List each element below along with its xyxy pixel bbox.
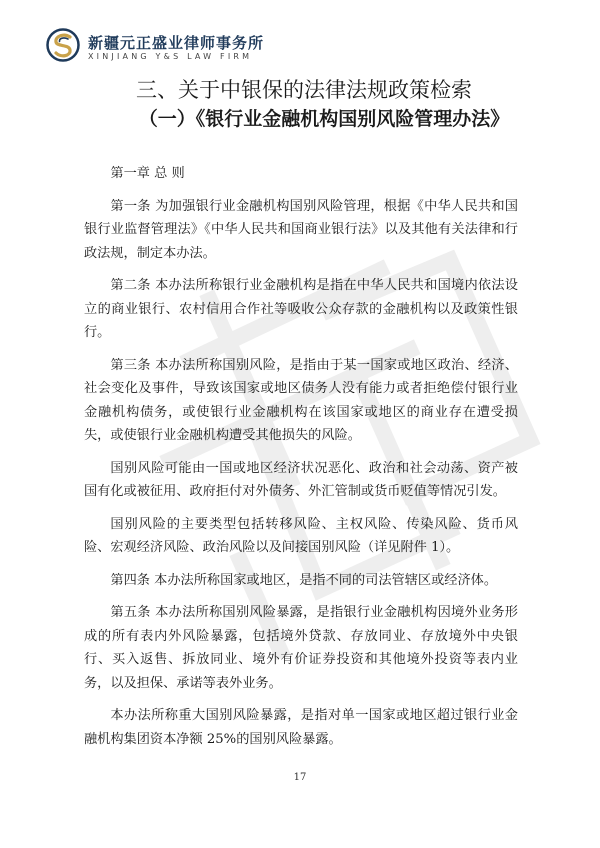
article-paragraph: 第四条 本办法所称国家或地区，是指不同的司法管辖区或经济体。 xyxy=(110,572,498,588)
article-paragraph: 第五条 本办法所称国别风险暴露，是指银行业金融机构因境外业务形成的所有表内外风险暴露，包括境外贷款、存放同业、存放境外中央银行、买入返售、拆放同业、境外有价证券投资和其他境外投资等表内业务，以及担保、承诺等表外业务。 xyxy=(84,605,518,691)
firm-logo-icon xyxy=(46,28,80,62)
article-paragraph: 国别风险可能由一国或地区经济状况恶化、政治和社会动荡、资产被国有化或被征用、政府拒付对外债务、外汇管制或货币贬值等情况引发。 xyxy=(84,460,518,499)
chapter-heading: 第一章 总 则 xyxy=(110,166,185,181)
page-header xyxy=(40,26,560,66)
article-paragraph: 本办法所称重大国别风险暴露，是指对单一国家或地区超过银行业金融机构集团资本净额 25%的国别风险暴露。 xyxy=(84,708,518,747)
article-paragraph: 第三条 本办法所称国别风险，是指由于某一国家或地区政治、经济、社会变化及事件，导致该国家或地区债务人没有能力或者拒绝偿付银行业金融机构债务，或使银行业金融机构在该国家或地区的商业存在遭受损失，或使银行业金融机构遭受其他损失的风险。 xyxy=(84,357,518,443)
article-paragraph: 第一条 为加强银行业金融机构国别风险管理，根据《中华人民共和国银行业监督管理法》《中华人民共和国商业银行法》以及其他有关法律和行政法规，制定本办法。 xyxy=(84,198,518,261)
firm-name-en: XINJIANG Y&S LAW FIRM xyxy=(88,52,253,61)
article-paragraph: 第二条 本办法所称银行业金融机构是指在中华人民共和国境内依法设立的商业银行、农村信用合作社等吸收公众存款的金融机构以及政策性银行。 xyxy=(84,278,518,340)
firm-name-cn: 新疆元正盛业律师事务所 xyxy=(88,34,265,52)
page-number: 17 xyxy=(293,772,307,783)
section-title: 三、关于中银保的法律法规政策检索 xyxy=(136,78,472,102)
document-body xyxy=(84,162,518,760)
subsection-title: （一）《银行业金融机构国别风险管理办法》 xyxy=(138,108,510,130)
article-paragraph: 国别风险的主要类型包括转移风险、主权风险、传染风险、货币风险、宏观经济风险、政治风险以及间接国别风险（详见附件 1）。 xyxy=(84,516,518,555)
